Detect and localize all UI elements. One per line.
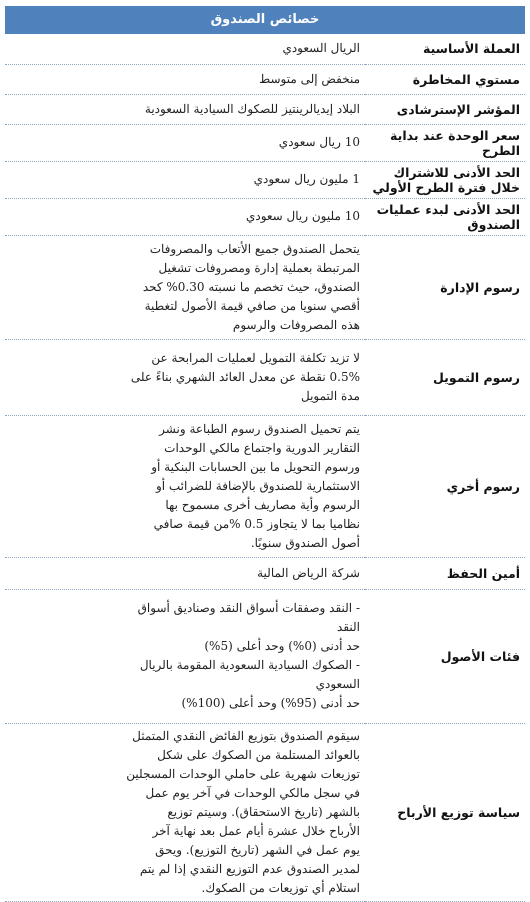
table-row	[5, 589, 525, 723]
value-line: أصول الصندوق سنويًا.	[250, 535, 360, 550]
table-row	[5, 124, 525, 161]
table-row	[5, 161, 525, 198]
fund-properties-table	[5, 34, 525, 902]
value-line: الاستثمارية للصندوق بالإضافة للضرائب أو	[155, 478, 360, 493]
row-label: سعر الوحدة عند بداية الطرح	[365, 124, 525, 161]
row-label: فئات الأصول	[365, 589, 525, 723]
value-line: السعودي	[315, 677, 360, 691]
value-line: حد أدنى (0%) وحد أعلى (5%)	[204, 639, 360, 653]
value-line: استلام أي توزيعات من الصكوك.	[201, 880, 360, 895]
value-line: شركة الرياض المالية	[257, 565, 360, 580]
row-value	[5, 415, 365, 557]
row-label: رسوم أخري	[365, 415, 525, 557]
value-line: يتحمل الصندوق جميع الأتعاب والمصروفات	[149, 241, 360, 256]
value-line: يتم تحميل الصندوق رسوم الطباعة ونشر	[159, 421, 360, 436]
row-value	[5, 161, 365, 198]
value-line: هذه المصروفات والرسوم	[232, 317, 360, 332]
value-line: الرسوم وأية مصاريف أخرى مسموح بها	[165, 497, 360, 512]
value-line: التقارير الدورية واجتماع مالكي الوحدات	[164, 440, 360, 455]
value-line: منخفض إلى متوسط	[259, 71, 360, 86]
value-line: حد أدنى (95%) وحد أعلى (100%)	[181, 696, 360, 710]
value-line: 10 ريال سعودي	[278, 135, 360, 149]
table-body	[5, 34, 525, 901]
value-line: 10 مليون ريال سعودي	[245, 209, 360, 223]
row-label: رسوم التمويل	[365, 339, 525, 415]
table-row	[5, 34, 525, 64]
row-value	[5, 723, 365, 901]
row-value	[5, 589, 365, 723]
value-line: يوم عمل في الشهر (تاريخ التوزيع). ويحق	[155, 842, 360, 857]
row-value	[5, 34, 365, 64]
table-row	[5, 198, 525, 235]
value-line: الريال السعودي	[282, 41, 360, 56]
table-row	[5, 94, 525, 124]
value-line: الصندوق، حيث تخصم ما نسبته 0.30% كحد	[142, 279, 360, 294]
row-label: رسوم الإدارة	[365, 235, 525, 339]
value-line: الأرباح خلال عشرة أيام عمل بعد نهاية آخر	[152, 823, 360, 838]
value-line: نظاميا بما لا يتجاوز 0.5 %من قيمة صافي	[153, 516, 360, 531]
row-value	[5, 64, 365, 94]
value-line: لا تزيد تكلفة التمويل لعمليات المرابحة عن	[151, 350, 360, 365]
row-value	[5, 124, 365, 161]
row-label: سياسة توزيع الأرباح	[365, 723, 525, 901]
row-value	[5, 557, 365, 589]
value-line: 0.5% نقطة عن معدل العائد الشهري بناءً على	[130, 369, 360, 384]
row-label: المؤشر الإسترشادى	[365, 94, 525, 124]
value-line: المرتبطة بعملية إدارة ومصروفات تشغيل	[158, 260, 360, 275]
table-row	[5, 339, 525, 415]
row-value	[5, 198, 365, 235]
table-title: خصائص الصندوق	[5, 6, 525, 34]
table-row	[5, 723, 525, 901]
row-label: أمين الحفظ	[365, 557, 525, 589]
table-row	[5, 415, 525, 557]
row-label: مستوي المخاطرة	[365, 64, 525, 94]
table-row	[5, 64, 525, 94]
value-line: ورسوم التحويل ما بين الحسابات البنكية أو	[151, 459, 360, 474]
value-line: - النقد وصفقات أسواق النقد وصناديق أسواق	[137, 601, 360, 615]
value-line: 1 مليون ريال سعودي	[253, 172, 360, 186]
row-value	[5, 94, 365, 124]
value-line: مدة التمويل	[300, 388, 360, 403]
table-row	[5, 557, 525, 589]
value-line: أقصي سنويا من صافي قيمة الأصول لتغطية	[144, 298, 360, 313]
table-row	[5, 235, 525, 339]
value-line: في سجل مالكي الوحدات في آخر يوم عمل	[145, 785, 360, 800]
value-line: النقد	[337, 620, 360, 634]
value-line: البلاد إيديالرينتيز للصكوك السيادية السعودية	[144, 101, 360, 116]
value-line: لمدير الصندوق عدم التوزيع النقدي إذا لم يتم	[139, 861, 360, 876]
value-line: بالعوائد المستلمة من الصكوك على شكل	[157, 747, 360, 762]
row-label: الحد الأدنى لبدء عمليات الصندوق	[365, 198, 525, 235]
value-line: سيقوم الصندوق بتوزيع الفائض النقدي المتمثل	[132, 728, 360, 743]
row-label: العملة الأساسية	[365, 34, 525, 64]
row-value	[5, 235, 365, 339]
row-label: الحد الأدنى للاشتراك خلال فترة الطرح الأولي	[365, 161, 525, 198]
value-line: توزيعات شهرية على حاملي الوحدات المسجلين	[126, 766, 360, 781]
fund-properties-sheet	[5, 6, 525, 902]
value-line: - الصكوك السيادية السعودية المقومة بالريال	[139, 658, 360, 672]
row-value	[5, 339, 365, 415]
value-line: بالشهر (تاريخ الاستحقاق). وسيتم توزيع	[167, 804, 360, 819]
